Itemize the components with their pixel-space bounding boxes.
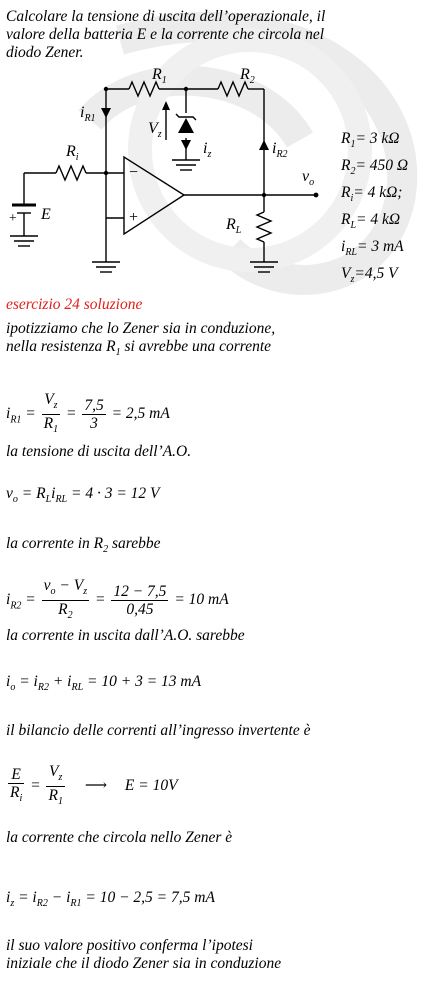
text-output-voltage: la tensione di uscita dell’A.O. xyxy=(6,443,192,460)
solution-conclusion xyxy=(6,937,281,973)
intro-line: ipotizziamo che lo Zener sia in conduzione, xyxy=(6,320,276,337)
resistor-r2 xyxy=(218,82,248,96)
conclusion-line: iniziale che il diodo Zener sia in conduzione xyxy=(6,955,282,972)
problem-line: valore della batteria E e la corrente che circola nel xyxy=(6,26,325,43)
value-rl: $R_L= 4$ kΩ xyxy=(341,211,401,232)
label-plus: + xyxy=(128,209,139,226)
label-rl: $R_L$ xyxy=(226,216,242,236)
resistor-ri xyxy=(56,166,86,180)
label-r1: $R_1$ xyxy=(152,66,167,86)
problem-statement xyxy=(6,8,325,62)
text-opamp-output-current: la corrente in uscita dall’A.O. sarebbe xyxy=(6,627,245,644)
zener-diode xyxy=(178,118,194,133)
component-values xyxy=(341,128,408,291)
text-current-balance: il bilancio delle correnti all’ingresso invertente è xyxy=(6,722,311,739)
value-irl: $i_{RL}= 3$ mA xyxy=(341,238,404,259)
label-ri: $R_i$ xyxy=(66,143,79,163)
label-vz: $V_z$ xyxy=(148,120,162,140)
text-current-r2: la corrente in $R_2$ sarebbe xyxy=(6,535,161,556)
text-zener-current: la corrente che circola nello Zener è xyxy=(6,829,233,846)
value-ri: $R_i= 4$ kΩ; xyxy=(341,184,403,205)
arrow-vz xyxy=(162,101,170,110)
arrow-iz xyxy=(181,140,191,150)
label-r2: $R_2$ xyxy=(240,66,255,86)
equation-vo: $v_o = R_Li_{RL} = 4 \cdot 3 = 12$ V xyxy=(6,485,160,506)
label-minus: − xyxy=(128,164,139,181)
resistor-rl xyxy=(257,212,271,242)
label-e: E xyxy=(41,206,51,223)
arrow-ir1 xyxy=(101,108,111,118)
intro-line: nella resistenza $R_1$ si avrebbe una corrente xyxy=(6,338,272,359)
circuit-diagram xyxy=(0,58,340,280)
value-r1: $R_1= 3$ kΩ xyxy=(341,130,400,151)
arrow-right-icon: ⟶ xyxy=(84,777,108,795)
label-ir1: $i_{R1}$ xyxy=(80,104,96,124)
arrow-ir2 xyxy=(259,140,269,150)
value-vz: $V_z=4,5$ V xyxy=(341,265,398,286)
equation-ir1: $i_{R1}$ = $\frac{V_z}{R_1}$ = $\frac{7,5}{3}$ = 2,5 mA xyxy=(6,391,170,436)
value-r2: $R_2= 450$ Ω xyxy=(341,157,409,178)
label-iz: $i_z$ xyxy=(203,140,212,160)
label-vo: $v_o$ xyxy=(302,168,315,188)
problem-line: Calcolare la tensione di uscita dell’operazionale, il xyxy=(6,8,326,25)
label-ir2: $i_{R2}$ xyxy=(272,140,288,160)
conclusion-line: il suo valore positivo conferma l’ipotesi xyxy=(6,937,253,954)
solution-title: esercizio 24 soluzione xyxy=(6,296,143,313)
equation-io: $i_o = i_{R2} + i_{RL} = 10 + 3 = 13$ mA xyxy=(6,673,202,694)
label-battery-plus: + xyxy=(8,211,18,226)
problem-line: diodo Zener. xyxy=(6,44,84,61)
solution-intro xyxy=(6,320,275,362)
equation-ir2: $i_{R2}$ = $\frac{v_o - V_z}{R_2}$ = $\frac{12 - 7,5}{0,45}$ = 10 mA xyxy=(6,577,229,622)
equation-e: $\frac{E}{R_i}$ = $\frac{V_z}{R_1}$ ⟶ E = 10V xyxy=(10,763,178,808)
resistor-r1 xyxy=(129,82,159,96)
equation-iz: $i_z = i_{R2} - i_{R1} = 10 - 2,5 = 7,5$ mA xyxy=(6,889,215,910)
